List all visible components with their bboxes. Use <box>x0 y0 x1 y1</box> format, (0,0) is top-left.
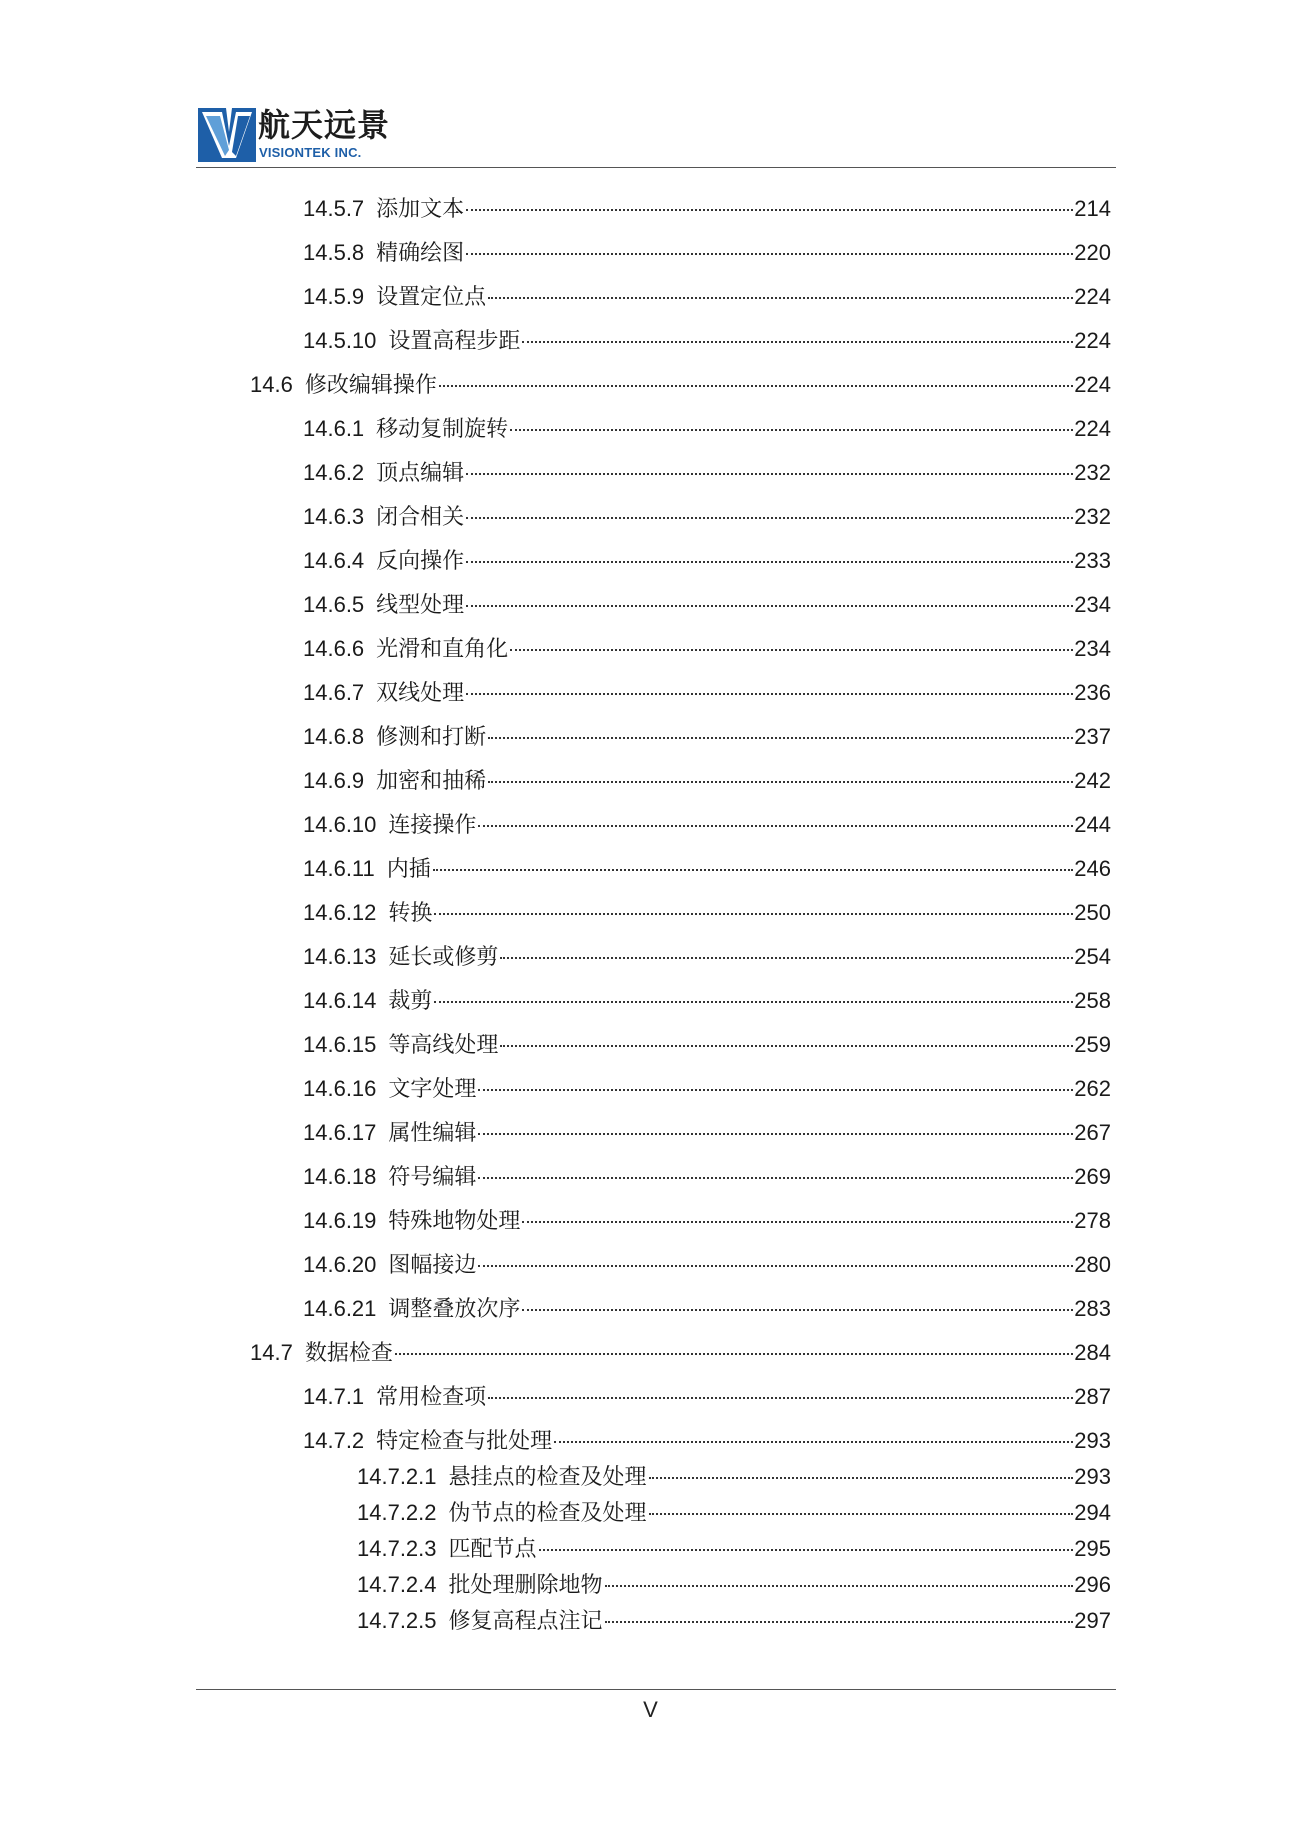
toc-entry[interactable] <box>303 722 1111 752</box>
toc-entry-page: 234 <box>1074 636 1111 661</box>
toc-dot-leader <box>605 1585 1074 1587</box>
toc-entry[interactable] <box>303 546 1111 576</box>
toc-entry-title: 符号编辑 <box>388 1165 477 1190</box>
toc-entry[interactable] <box>303 898 1111 928</box>
toc-entry-title: 图幅接边 <box>388 1253 477 1278</box>
toc-entry-number: 14.6.19 <box>303 1208 377 1233</box>
toc-entry-page: 224 <box>1074 416 1111 441</box>
toc-entry-title: 批处理删除地物 <box>448 1573 603 1598</box>
toc-entry-page: 244 <box>1074 812 1111 837</box>
toc-entry[interactable] <box>303 810 1111 840</box>
toc-entry[interactable] <box>303 942 1111 972</box>
toc-entry-title: 内插 <box>386 857 431 882</box>
toc-dot-leader <box>522 341 1073 343</box>
toc-entry[interactable] <box>303 414 1111 444</box>
toc-entry-title: 修改编辑操作 <box>304 373 437 398</box>
toc-entry-number: 14.6.7 <box>303 680 365 705</box>
toc-dot-leader <box>510 429 1073 431</box>
toc-entry-title: 匹配节点 <box>448 1537 537 1562</box>
toc-dot-leader <box>466 209 1073 211</box>
toc-entry-number: 14.6 <box>250 372 293 397</box>
toc-entry-number: 14.6.5 <box>303 592 365 617</box>
toc-entry[interactable] <box>303 854 1111 884</box>
toc-dot-leader <box>522 1309 1073 1311</box>
toc-entry-number: 14.6.15 <box>303 1032 377 1057</box>
toc-dot-leader <box>478 1133 1073 1135</box>
toc-entry-number: 14.7.2 <box>303 1428 365 1453</box>
toc-dot-leader <box>488 1397 1073 1399</box>
toc-entry-number: 14.7.2.3 <box>357 1536 437 1561</box>
toc-entry-page: 278 <box>1074 1208 1111 1233</box>
toc-entry[interactable] <box>357 1462 1111 1492</box>
brand-name-en: VISIONTEK INC. <box>259 145 362 160</box>
toc-entry-page: 283 <box>1074 1296 1111 1321</box>
toc-entry[interactable] <box>357 1534 1111 1564</box>
toc-entry-number: 14.5.10 <box>303 328 377 353</box>
toc-entry-page: 293 <box>1074 1464 1111 1489</box>
toc-entry-title: 伪节点的检查及处理 <box>448 1501 647 1526</box>
toc-entry-number: 14.6.9 <box>303 768 365 793</box>
toc-entry-title: 线型处理 <box>376 593 465 618</box>
toc-entry-page: 232 <box>1074 460 1111 485</box>
toc-entry-page: 236 <box>1074 680 1111 705</box>
toc-entry-page: 295 <box>1074 1536 1111 1561</box>
toc-entry[interactable] <box>303 1294 1111 1324</box>
toc-entry[interactable] <box>303 766 1111 796</box>
toc-entry[interactable] <box>357 1498 1111 1528</box>
toc-dot-leader <box>478 1265 1073 1267</box>
toc-dot-leader <box>395 1353 1073 1355</box>
toc-entry-title: 调整叠放次序 <box>388 1297 521 1322</box>
page-number: V <box>643 1697 658 1722</box>
toc-entry[interactable] <box>303 1382 1111 1412</box>
toc-dot-leader <box>510 649 1073 651</box>
toc-entry-page: 224 <box>1074 284 1111 309</box>
toc-dot-leader <box>500 957 1073 959</box>
toc-entry-page: 262 <box>1074 1076 1111 1101</box>
toc-entry-page: 232 <box>1074 504 1111 529</box>
toc-entry-page: 250 <box>1074 900 1111 925</box>
toc-entry-number: 14.6.4 <box>303 548 365 573</box>
toc-entry-title: 文字处理 <box>388 1077 477 1102</box>
toc-entry[interactable] <box>303 1426 1111 1456</box>
toc-entry-page: 214 <box>1074 196 1111 221</box>
toc-entry[interactable] <box>250 1338 1111 1368</box>
toc-entry-title: 添加文本 <box>376 197 465 222</box>
toc-entry-title: 悬挂点的检查及处理 <box>448 1465 647 1490</box>
toc-dot-leader <box>522 1221 1073 1223</box>
toc-entry-title: 裁剪 <box>388 989 433 1014</box>
toc-dot-leader <box>434 1001 1073 1003</box>
toc-dot-leader <box>439 385 1073 387</box>
toc-entry-number: 14.6.3 <box>303 504 365 529</box>
toc-entry-number: 14.7 <box>250 1340 293 1365</box>
toc-dot-leader <box>466 561 1073 563</box>
toc-entry-number: 14.6.18 <box>303 1164 377 1189</box>
toc-entry[interactable] <box>303 986 1111 1016</box>
toc-entry-number: 14.6.6 <box>303 636 365 661</box>
toc-entry-number: 14.6.13 <box>303 944 377 969</box>
toc-entry-title: 双线处理 <box>376 681 465 706</box>
toc-entry-number: 14.7.2.1 <box>357 1464 437 1489</box>
toc-dot-leader <box>554 1441 1073 1443</box>
toc-entry-page: 224 <box>1074 328 1111 353</box>
toc-entry-number: 14.6.8 <box>303 724 365 749</box>
visiontek-logo-icon <box>196 106 258 164</box>
toc-dot-leader <box>488 297 1073 299</box>
toc-entry-title: 顶点编辑 <box>376 461 465 486</box>
toc-entry-number: 14.7.2.4 <box>357 1572 437 1597</box>
toc-entry-title: 特殊地物处理 <box>388 1209 521 1234</box>
header-rule <box>196 167 1116 168</box>
toc-entry[interactable] <box>303 1118 1111 1148</box>
toc-entry-page: 224 <box>1074 372 1111 397</box>
toc-entry-page: 297 <box>1074 1608 1111 1633</box>
toc-dot-leader <box>478 825 1073 827</box>
toc-entry-page: 269 <box>1074 1164 1111 1189</box>
toc-entry[interactable] <box>357 1570 1111 1600</box>
toc-entry-title: 转换 <box>388 901 433 926</box>
toc-entry[interactable] <box>303 458 1111 488</box>
toc-entry-page: 280 <box>1074 1252 1111 1277</box>
toc-entry-number: 14.6.20 <box>303 1252 377 1277</box>
toc-entry[interactable] <box>250 370 1111 400</box>
toc-entry-number: 14.6.17 <box>303 1120 377 1145</box>
toc-entry-page: 258 <box>1074 988 1111 1013</box>
toc-entry[interactable] <box>303 326 1111 356</box>
toc-entry-title: 设置高程步距 <box>388 329 521 354</box>
footer-rule <box>196 1689 1116 1690</box>
toc-entry-number: 14.5.8 <box>303 240 365 265</box>
toc-dot-leader <box>466 253 1073 255</box>
toc-entry-title: 移动复制旋转 <box>376 417 509 442</box>
toc-dot-leader <box>649 1513 1074 1515</box>
toc-entry-page: 246 <box>1074 856 1111 881</box>
toc-entry-page: 259 <box>1074 1032 1111 1057</box>
toc-entry-page: 234 <box>1074 592 1111 617</box>
toc-entry-title: 常用检查项 <box>376 1385 487 1410</box>
toc-entry-page: 284 <box>1074 1340 1111 1365</box>
toc-entry-title: 连接操作 <box>388 813 477 838</box>
toc-entry-page: 233 <box>1074 548 1111 573</box>
toc-dot-leader <box>434 913 1073 915</box>
toc-entry-number: 14.5.7 <box>303 196 365 221</box>
toc-entry-number: 14.6.10 <box>303 812 377 837</box>
toc-dot-leader <box>478 1089 1073 1091</box>
toc-entry[interactable] <box>303 1250 1111 1280</box>
toc-dot-leader <box>500 1045 1073 1047</box>
toc-entry-number: 14.6.12 <box>303 900 377 925</box>
toc-dot-leader <box>433 869 1073 871</box>
toc-dot-leader <box>466 693 1073 695</box>
toc-entry-number: 14.6.16 <box>303 1076 377 1101</box>
toc-entry-page: 242 <box>1074 768 1111 793</box>
toc-entry-number: 14.7.2.2 <box>357 1500 437 1525</box>
toc-entry-number: 14.6.21 <box>303 1296 377 1321</box>
toc-entry-title: 等高线处理 <box>388 1033 499 1058</box>
toc-entry-number: 14.7.2.5 <box>357 1608 437 1633</box>
toc-entry-title: 精确绘图 <box>376 241 465 266</box>
toc-dot-leader <box>605 1621 1074 1623</box>
toc-entry-title: 闭合相关 <box>376 505 465 530</box>
toc-entry-page: 287 <box>1074 1384 1111 1409</box>
toc-entry-number: 14.7.1 <box>303 1384 365 1409</box>
toc-entry-title: 修测和打断 <box>376 725 487 750</box>
toc-entry-page: 293 <box>1074 1428 1111 1453</box>
toc-entry-title: 修复高程点注记 <box>448 1609 603 1634</box>
toc-entry[interactable] <box>303 634 1111 664</box>
toc-entry-title: 数据检查 <box>304 1341 393 1366</box>
toc-entry-page: 296 <box>1074 1572 1111 1597</box>
toc-entry[interactable] <box>303 678 1111 708</box>
toc-dot-leader <box>488 737 1073 739</box>
toc-entry[interactable] <box>303 1030 1111 1060</box>
toc-entry-title: 加密和抽稀 <box>376 769 487 794</box>
toc-entry-title: 设置定位点 <box>376 285 487 310</box>
toc-entry-title: 延长或修剪 <box>388 945 499 970</box>
toc-dot-leader <box>466 473 1073 475</box>
toc-entry-title: 属性编辑 <box>388 1121 477 1146</box>
toc-entry-title: 反向操作 <box>376 549 465 574</box>
toc-dot-leader <box>649 1477 1074 1479</box>
toc-dot-leader <box>466 605 1073 607</box>
toc-entry[interactable] <box>303 1074 1111 1104</box>
toc-entry[interactable] <box>303 238 1111 268</box>
toc-entry[interactable] <box>303 1162 1111 1192</box>
toc-entry[interactable] <box>303 282 1111 312</box>
toc-entry[interactable] <box>303 590 1111 620</box>
toc-entry-number: 14.6.2 <box>303 460 365 485</box>
toc-entry-page: 220 <box>1074 240 1111 265</box>
toc-entry-number: 14.5.9 <box>303 284 365 309</box>
brand-name-cn: 航天远景 <box>258 106 391 144</box>
page-header <box>196 100 1116 170</box>
toc-dot-leader <box>478 1177 1073 1179</box>
toc-entry[interactable] <box>303 502 1111 532</box>
toc-entry-title: 光滑和直角化 <box>376 637 509 662</box>
toc-entry[interactable] <box>303 1206 1111 1236</box>
toc-dot-leader <box>539 1549 1074 1551</box>
toc-dot-leader <box>488 781 1073 783</box>
toc-entry-page: 267 <box>1074 1120 1111 1145</box>
toc-entry[interactable] <box>303 194 1111 224</box>
toc-entry-number: 14.6.1 <box>303 416 365 441</box>
toc-entry-number: 14.6.14 <box>303 988 377 1013</box>
toc-entry[interactable] <box>357 1606 1111 1636</box>
toc-entry-page: 237 <box>1074 724 1111 749</box>
toc-dot-leader <box>466 517 1073 519</box>
toc-entry-title: 特定检查与批处理 <box>376 1429 553 1454</box>
toc-entry-number: 14.6.11 <box>303 856 375 881</box>
toc-entry-page: 254 <box>1074 944 1111 969</box>
toc-entry-page: 294 <box>1074 1500 1111 1525</box>
